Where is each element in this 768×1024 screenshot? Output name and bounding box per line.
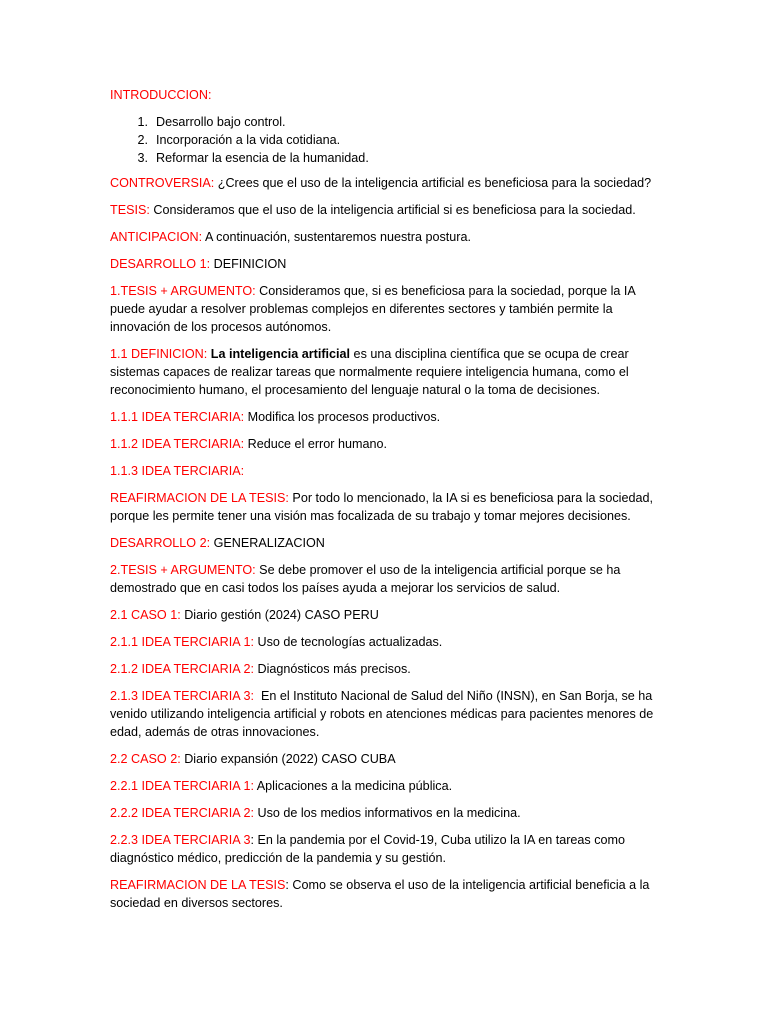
section-text: Modifica los procesos productivos.	[244, 410, 441, 424]
section-label: DESARROLLO 2:	[110, 536, 211, 550]
section-text: DEFINICION	[210, 257, 287, 271]
document-body	[110, 86, 660, 921]
idea-1-1-1-paragraph	[110, 408, 660, 426]
intro-heading	[110, 86, 660, 104]
section-label: 1.1.2 IDEA TERCIARIA:	[110, 437, 245, 451]
list-number: 1.	[137, 115, 148, 129]
list-item	[110, 131, 660, 149]
list-text: Desarrollo bajo control.	[156, 115, 286, 129]
section-label: TESIS:	[110, 203, 150, 217]
section-label: DESARROLLO 1:	[110, 257, 211, 271]
section-text: Se debe promover el uso de la inteligencia artificial porque se ha demostrado que en casi todos los países ayuda a mejorar los servicios de salud.	[110, 563, 621, 595]
list-text: Reformar la esencia de la humanidad.	[156, 151, 369, 165]
anticipacion-paragraph	[110, 228, 660, 246]
section-text: Diario expansión (2022) CASO CUBA	[180, 752, 396, 766]
idea-2-2-1-paragraph	[110, 777, 660, 795]
idea-2-1-1-paragraph	[110, 633, 660, 651]
idea-1-1-3-paragraph	[110, 462, 660, 480]
section-label: 2.2.1 IDEA TERCIARIA 1:	[110, 779, 254, 793]
section-label: REAFIRMACION DE LA TESIS	[110, 878, 286, 892]
intro-list	[110, 113, 660, 167]
section-label: 2.1.3 IDEA TERCIARIA 3:	[110, 689, 254, 703]
section-label: 2.2.2 IDEA TERCIARIA 2:	[110, 806, 254, 820]
list-item	[110, 149, 660, 167]
section-text: Por todo lo mencionado, la IA si es beneficiosa para la sociedad, porque les permite tener una visión mas focalizada de su trabajo y tomar mejores decisiones.	[110, 491, 653, 523]
section-label: 2.1 CASO 1:	[110, 608, 181, 622]
idea-2-2-3-paragraph	[110, 831, 660, 867]
section-text: : Como se observa el uso de la inteligencia artificial beneficia a la sociedad en diversos sectores.	[110, 878, 650, 910]
section-label: 1.1 DEFINICION:	[110, 347, 208, 361]
definicion-paragraph	[110, 345, 660, 399]
section-text: En el Instituto Nacional de Salud del Niño (INSN), en San Borja, se ha venido utilizando inteligencia artificial y robots en atenciones médicas para pacientes menores de edad, además de otras innovaciones.	[110, 689, 657, 739]
section-label: 1.1.1 IDEA TERCIARIA:	[110, 410, 245, 424]
desarrollo2-paragraph	[110, 534, 660, 552]
section-text: : En la pandemia por el Covid-19, Cuba utilizo la IA en tareas como diagnóstico médico, predicción de la pandemia y su gestión.	[110, 833, 625, 865]
list-number: 3.	[137, 151, 148, 165]
idea-1-1-2-paragraph	[110, 435, 660, 453]
tesis-argumento-1-paragraph	[110, 282, 660, 336]
tesis-argumento-2-paragraph	[110, 561, 660, 597]
intro-label: INTRODUCCION:	[110, 88, 212, 102]
list-text: Incorporación a la vida cotidiana.	[156, 133, 341, 147]
section-text: GENERALIZACION	[210, 536, 325, 550]
section-text: Uso de tecnologías actualizadas.	[253, 635, 443, 649]
controversia-paragraph	[110, 174, 660, 192]
section-text: Consideramos que, si es beneficiosa para la sociedad, porque la IA puede ayudar a resolver problemas complejos en diferentes sectores y también permite la innovación de los procesos autónomos.	[110, 284, 636, 334]
section-text: Diario gestión (2024) CASO PERU	[180, 608, 379, 622]
definicion-bold-term: La inteligencia artificial	[207, 347, 351, 361]
section-text: ¿Crees que el uso de la inteligencia artificial es beneficiosa para la sociedad?	[214, 176, 652, 190]
desarrollo1-paragraph	[110, 255, 660, 273]
section-label: CONTROVERSIA:	[110, 176, 215, 190]
caso-2-paragraph	[110, 750, 660, 768]
section-label: 2.1.2 IDEA TERCIARIA 2:	[110, 662, 254, 676]
idea-2-1-2-paragraph	[110, 660, 660, 678]
section-label: ANTICIPACION:	[110, 230, 203, 244]
reafirmacion-1-paragraph	[110, 489, 660, 525]
section-label: 2.1.1 IDEA TERCIARIA 1:	[110, 635, 254, 649]
idea-2-2-2-paragraph	[110, 804, 660, 822]
list-item	[110, 113, 660, 131]
section-text: A continuación, sustentaremos nuestra postura.	[202, 230, 471, 244]
reafirmacion-2-paragraph	[110, 876, 660, 912]
list-number: 2.	[137, 133, 148, 147]
section-label: 1.TESIS + ARGUMENTO:	[110, 284, 256, 298]
section-text: Aplicaciones a la medicina pública.	[253, 779, 453, 793]
section-label: 2.TESIS + ARGUMENTO:	[110, 563, 256, 577]
section-text: Consideramos que el uso de la inteligencia artificial si es beneficiosa para la sociedad.	[149, 203, 636, 217]
section-label: 2.2 CASO 2:	[110, 752, 181, 766]
section-label: REAFIRMACION DE LA TESIS:	[110, 491, 289, 505]
section-label: 1.1.3 IDEA TERCIARIA:	[110, 464, 245, 478]
section-text: Reduce el error humano.	[244, 437, 387, 451]
section-text: es una disciplina científica que se ocupa de crear sistemas capaces de realizar tareas que normalmente requiere inteligencia humana, como el reconocimiento humano, el procesamiento del lenguaje natural o la toma de decisiones.	[110, 347, 629, 397]
caso-1-paragraph	[110, 606, 660, 624]
section-label: 2.2.3 IDEA TERCIARIA 3	[110, 833, 251, 847]
tesis-paragraph	[110, 201, 660, 219]
section-text: Uso de los medios informativos en la medicina.	[253, 806, 521, 820]
idea-2-1-3-paragraph	[110, 687, 660, 741]
section-text: Diagnósticos más precisos.	[253, 662, 411, 676]
